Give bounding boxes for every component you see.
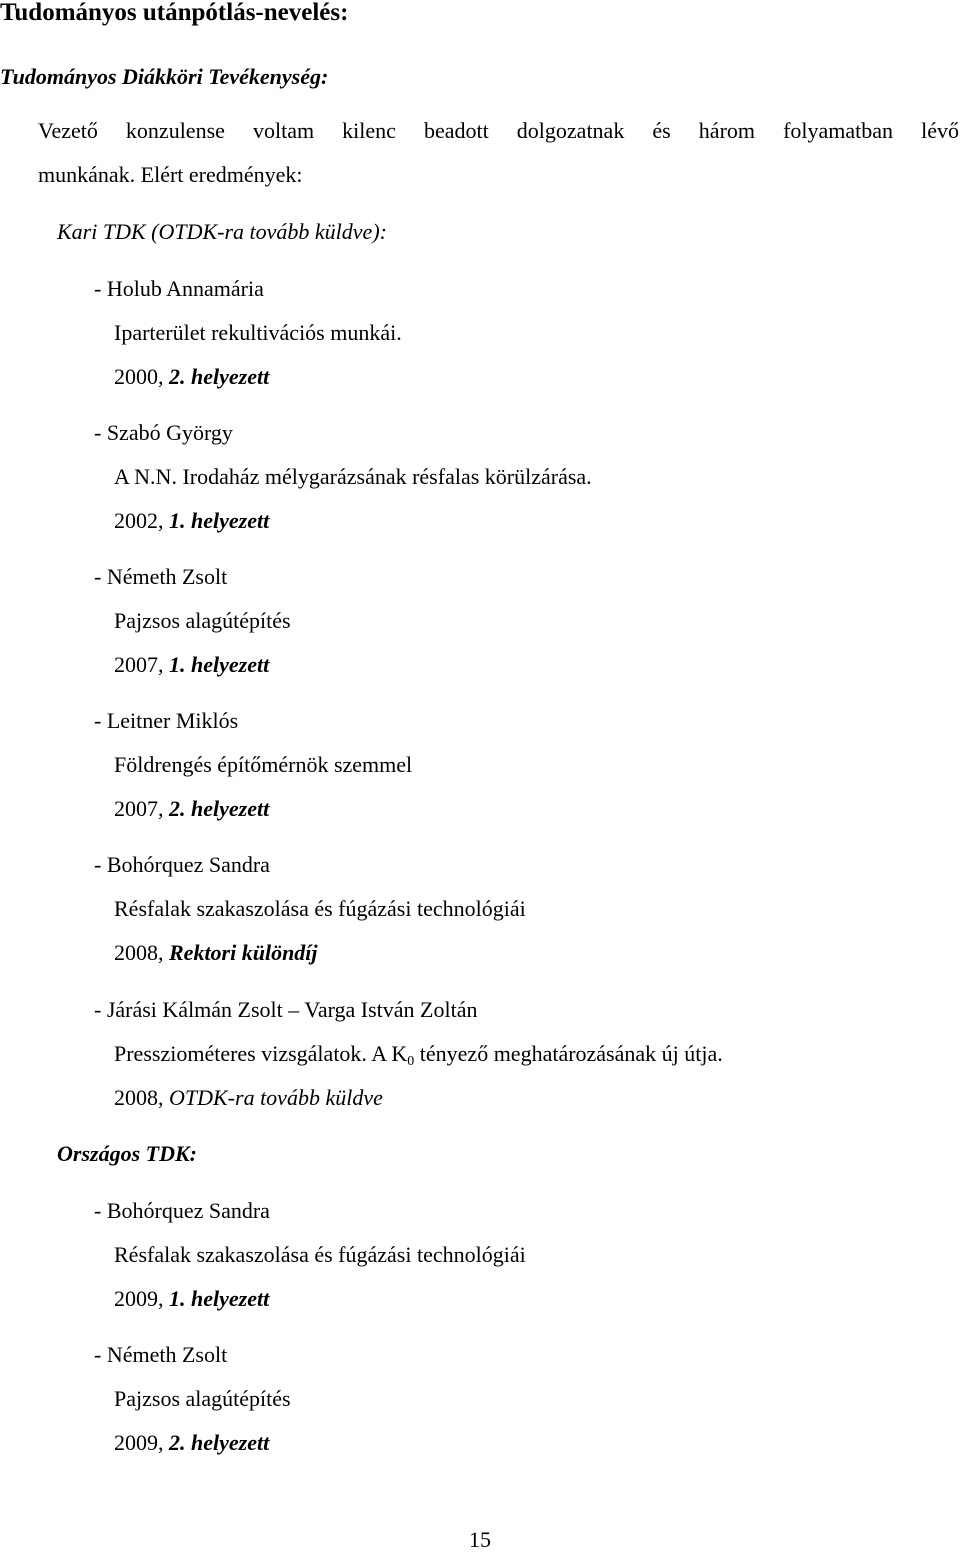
entry-year: 2009,	[114, 1430, 169, 1455]
entry-result: Rektori különdíj	[169, 940, 318, 965]
entry-name: - Szabó György	[94, 420, 233, 445]
entry-result: 1. helyezett	[169, 1286, 270, 1311]
entry-work: Pajzsos alagútépítés	[114, 1386, 291, 1411]
entry-name: - Bohórquez Sandra	[94, 852, 270, 877]
entry-result-line	[114, 1085, 383, 1111]
entry-result: OTDK-ra tovább küldve	[169, 1085, 383, 1110]
entry-work: Földrengés építőmérnök szemmel	[114, 752, 413, 777]
intro-line-1: Vezető konzulense voltam kilenc beadott dolgozatnak és három folyamatban lévő	[38, 118, 959, 143]
entry-work-part: Pressziométeres vizsgálatok. A K	[114, 1041, 408, 1066]
entry-name: - Leitner Miklós	[94, 708, 239, 733]
entry-result: 2. helyezett	[169, 796, 270, 821]
entry-name: - Holub Annamária	[94, 276, 264, 301]
section-subtitle: Tudományos Diákköri Tevékenység:	[0, 64, 329, 89]
entry-result-line	[114, 508, 269, 534]
entry-name: - Németh Zsolt	[94, 1342, 228, 1367]
entry-name: - Bohórquez Sandra	[94, 1198, 270, 1223]
entry-work: Résfalak szakaszolása és fúgázási technológiái	[114, 896, 526, 921]
entry-work-subscript: 0	[407, 1054, 415, 1069]
entry-result: 2. helyezett	[169, 364, 270, 389]
entry-year: 2007,	[114, 652, 169, 677]
entry-name: - Járási Kálmán Zsolt – Varga István Zoltán	[94, 997, 478, 1022]
entry-result: 1. helyezett	[169, 508, 270, 533]
entry-year: 2009,	[114, 1286, 169, 1311]
kari-tdk-heading: Kari TDK (OTDK-ra tovább küldve):	[57, 219, 387, 244]
entry-work: Résfalak szakaszolása és fúgázási technológiái	[114, 1242, 526, 1267]
entry-result-line	[114, 796, 269, 822]
page-number: 15	[469, 1527, 491, 1552]
entry-result-line	[114, 652, 269, 678]
entry-year: 2007,	[114, 796, 169, 821]
entry-result-line	[114, 1430, 269, 1456]
entry-year: 2008,	[114, 1085, 169, 1110]
entry-result-line	[114, 940, 318, 966]
entry-work: A N.N. Irodaház mélygarázsának résfalas körülzárása.	[114, 464, 592, 489]
entry-result: 1. helyezett	[169, 652, 270, 677]
entry-year: 2000,	[114, 364, 169, 389]
entry-year: 2008,	[114, 940, 169, 965]
entry-result-line	[114, 1286, 269, 1312]
entry-work-part: tényező meghatározásának új útja.	[414, 1041, 723, 1066]
entry-work: Iparterület rekultivációs munkái.	[114, 320, 402, 345]
orszagos-tdk-heading: Országos TDK:	[57, 1141, 197, 1166]
entry-name: - Németh Zsolt	[94, 564, 228, 589]
entry-year: 2002,	[114, 508, 169, 533]
entry-work	[114, 1041, 723, 1067]
entry-work: Pajzsos alagútépítés	[114, 608, 291, 633]
entry-result-line	[114, 364, 269, 390]
entry-result: 2. helyezett	[169, 1430, 270, 1455]
intro-line-2: munkának. Elért eredmények:	[38, 162, 303, 187]
page-title: Tudományos utánpótlás-nevelés:	[0, 0, 349, 26]
